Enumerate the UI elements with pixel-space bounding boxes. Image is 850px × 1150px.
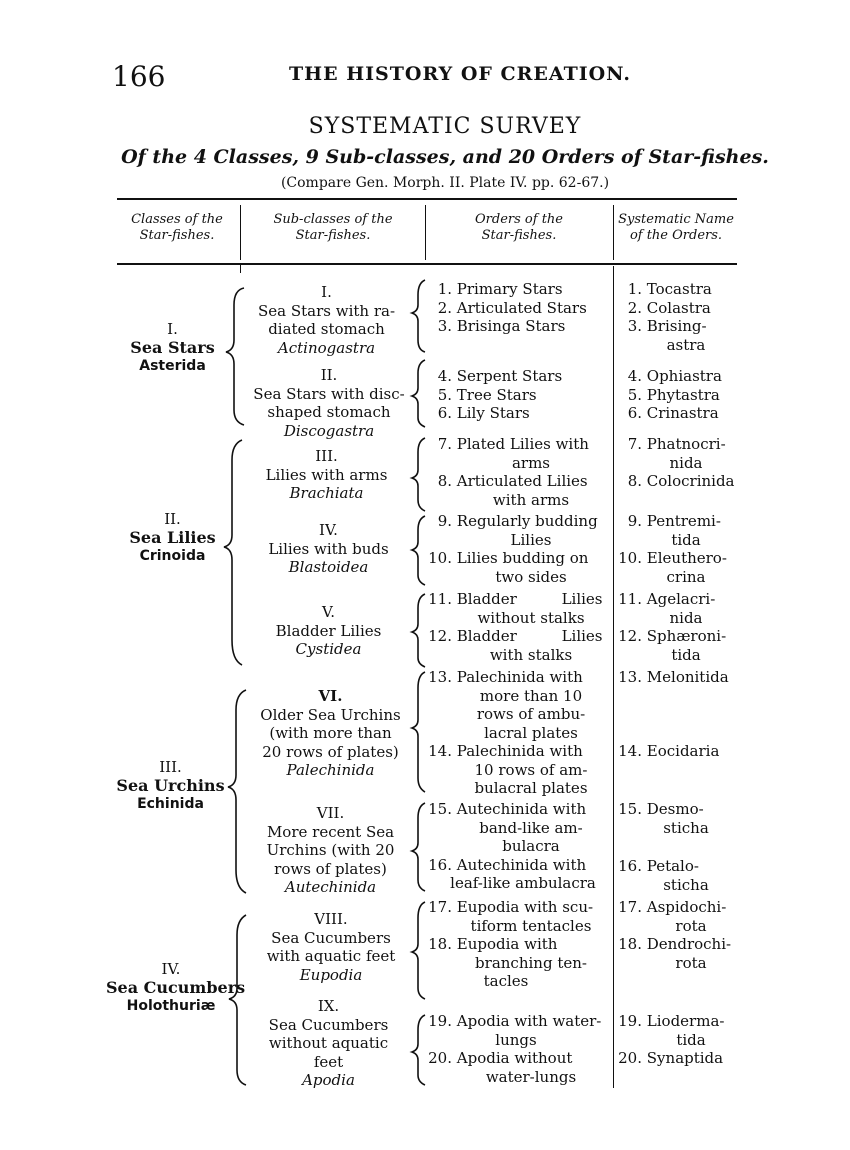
order-text: without stalks xyxy=(477,608,585,627)
order-text: Apodia with water- xyxy=(456,1012,602,1030)
class-name: Sea Cucumbers xyxy=(106,977,246,997)
systematic-name: Dendrochi- xyxy=(646,935,732,953)
systematic-name: Colocrinida xyxy=(646,472,735,490)
page-number: 166 xyxy=(112,60,166,93)
subclass-line: with aquatic feet xyxy=(266,947,396,965)
compare-note: (Compare Gen. Morph. II. Plate IV. pp. 62-67.) xyxy=(280,175,610,191)
systematic-name: Pentremi- xyxy=(646,512,721,530)
order-text: Bladder Lilies xyxy=(456,627,603,645)
order-text: Regularly budding xyxy=(456,512,598,530)
subclass-line: Sea Stars with disc- xyxy=(253,384,405,403)
class-name: Sea Urchins xyxy=(116,775,225,795)
order-number: 11. xyxy=(428,590,452,608)
systematic-name: Agelacri- xyxy=(646,590,716,608)
brace-class-2 xyxy=(224,440,242,665)
subclass-numeral: III. xyxy=(315,447,338,465)
class-latin: Echinida xyxy=(137,796,204,812)
subclass-line: shaped stomach xyxy=(267,403,391,421)
systematic-name: Sphæroni- xyxy=(646,627,727,645)
systematic-name: tida xyxy=(671,530,701,549)
order-number: 14. xyxy=(428,742,452,760)
order-text: Eupodia with xyxy=(456,935,558,953)
order-number: 4. xyxy=(437,367,452,385)
systematic-name: Lioderma- xyxy=(646,1012,725,1030)
class-numeral: II. xyxy=(164,510,181,528)
order-number: 2. xyxy=(437,298,452,317)
order-text: Serpent Stars xyxy=(456,367,563,385)
subclass-line: without aquatic xyxy=(268,1034,389,1052)
subclass-numeral: VII. xyxy=(316,804,345,822)
subclass-latin: Palechinida xyxy=(286,761,375,779)
class-numeral: I. xyxy=(167,320,178,338)
order-text: Primary Stars xyxy=(456,280,563,298)
systematic-number: 7. xyxy=(627,435,642,453)
subclass-latin: Cystidea xyxy=(295,640,362,658)
brace-order-5 xyxy=(412,594,425,667)
header-line: Classes of the xyxy=(131,212,223,227)
systematic-name: Desmo- xyxy=(646,800,704,818)
order-text: arms xyxy=(511,453,551,472)
order-text: Autechinida with xyxy=(456,855,587,874)
systematic-number: 8. xyxy=(627,472,642,490)
systematic-name: rota xyxy=(675,953,707,972)
page-title: SYSTEMATIC SURVEY xyxy=(308,114,582,139)
systematic-name: Melonitida xyxy=(646,668,729,686)
order-number: 19. xyxy=(428,1012,452,1030)
subclass-latin: Autechinida xyxy=(284,878,377,896)
order-text: Plated Lilies with xyxy=(456,435,589,453)
subclass-line: Bladder Lilies xyxy=(275,621,382,640)
brace-order-1 xyxy=(412,280,425,352)
order-text: Autechinida with xyxy=(456,800,587,818)
brace-class-1 xyxy=(226,288,244,425)
order-text: with arms xyxy=(492,490,570,509)
class-name: Sea Stars xyxy=(130,337,215,357)
systematic-name: Tocastra xyxy=(646,280,712,298)
subclass-latin: Discogastra xyxy=(283,421,375,440)
order-number: 6. xyxy=(437,404,452,422)
systematic-name: tida xyxy=(676,1030,706,1049)
order-number: 15. xyxy=(428,800,452,818)
subclass-line: feet xyxy=(313,1052,344,1071)
systematic-number: 9. xyxy=(627,512,642,530)
running-head: THE HISTORY OF CREATION. xyxy=(289,63,631,85)
systematic-name: Eocidaria xyxy=(646,742,720,760)
systematic-number: 2. xyxy=(627,298,642,317)
order-number: 12. xyxy=(428,627,452,645)
systematic-name: Petalo- xyxy=(646,857,699,875)
order-text: water-lungs xyxy=(485,1067,577,1086)
systematic-number: 14. xyxy=(618,742,642,760)
order-number: 8. xyxy=(437,472,452,490)
subclass-line: Older Sea Urchins xyxy=(260,705,401,724)
order-number: 16. xyxy=(428,855,452,874)
header-line: Orders of the xyxy=(475,212,563,227)
order-text: more than 10 xyxy=(479,686,583,705)
systematic-name: Synaptida xyxy=(646,1049,724,1067)
subclass-numeral: I. xyxy=(321,283,332,301)
subclass-latin: Actinogastra xyxy=(277,338,376,357)
systematic-number: 11. xyxy=(618,590,642,608)
systematic-name: Brising- xyxy=(646,317,707,335)
subclass-line: (with more than xyxy=(269,724,392,742)
order-text: Palechinida with xyxy=(456,668,583,686)
order-number: 17. xyxy=(428,898,452,916)
brace-order-9 xyxy=(412,1015,425,1085)
subclass-line: 20 rows of plates) xyxy=(262,742,399,761)
systematic-number: 18. xyxy=(618,935,642,953)
systematic-name: Phytastra xyxy=(646,385,720,404)
brace-order-2 xyxy=(412,360,425,427)
order-text: Lilies xyxy=(510,530,552,549)
order-text: rows of ambu- xyxy=(476,705,586,723)
order-number: 5. xyxy=(437,385,452,404)
subclass-line: rows of plates) xyxy=(274,859,387,878)
systematic-number: 4. xyxy=(627,367,642,385)
header-line: Star-fishes. xyxy=(139,228,215,243)
systematic-name: sticha xyxy=(663,875,709,894)
brace-order-3 xyxy=(412,438,425,511)
order-number: 18. xyxy=(428,935,452,953)
subclass-line: diated stomach xyxy=(268,320,385,338)
systematic-name: Colastra xyxy=(646,298,711,317)
systematic-name: Phatnocri- xyxy=(646,435,726,453)
order-text: bulacra xyxy=(502,837,560,855)
systematic-number: 6. xyxy=(627,404,642,422)
header-line: Star-fishes. xyxy=(481,228,557,243)
order-number: 10. xyxy=(428,549,452,567)
order-number: 20. xyxy=(428,1049,452,1067)
order-text: Articulated Stars xyxy=(456,298,587,317)
systematic-number: 17. xyxy=(618,898,642,916)
order-number: 1. xyxy=(437,280,452,298)
subclass-numeral: IX. xyxy=(317,997,340,1015)
class-name: Sea Lilies xyxy=(129,527,216,547)
class-latin: Holothuriæ xyxy=(126,998,216,1014)
systematic-number: 19. xyxy=(618,1012,642,1030)
subclass-latin: Eupodia xyxy=(299,965,363,984)
header-line: Star-fishes. xyxy=(295,228,371,243)
brace-class-3 xyxy=(228,690,246,893)
systematic-name: Crinastra xyxy=(646,404,719,422)
systematic-number: 13. xyxy=(618,668,642,686)
subclass-latin: Blastoidea xyxy=(288,558,369,576)
order-number: 3. xyxy=(437,317,452,335)
order-text: Lily Stars xyxy=(456,404,530,422)
subclass-numeral: V. xyxy=(322,603,335,621)
systematic-number: 16. xyxy=(618,857,642,875)
order-text: branching ten- xyxy=(475,953,587,972)
class-latin: Asterida xyxy=(139,358,206,374)
subclass-line: Lilies with arms xyxy=(265,465,388,484)
subclass-numeral: VIII. xyxy=(314,910,348,928)
subtitle: Of the 4 Classes, 9 Sub-classes, and 20 Orders of Star-fishes. xyxy=(121,146,769,168)
order-text: band-like am- xyxy=(479,818,583,837)
systematic-number: 15. xyxy=(618,800,642,818)
systematic-number: 3. xyxy=(627,317,642,335)
systematic-name: tida xyxy=(671,645,701,664)
order-text: lungs xyxy=(495,1030,537,1049)
systematic-number: 20. xyxy=(618,1049,642,1067)
order-text: 10 rows of am- xyxy=(474,760,588,779)
brace-class-4 xyxy=(229,915,246,1085)
subclass-line: Lilies with buds xyxy=(268,539,389,558)
order-text: two sides xyxy=(495,567,567,586)
order-text: Apodia without xyxy=(456,1049,573,1067)
systematic-name: Aspidochi- xyxy=(646,898,727,916)
order-text: tacles xyxy=(483,972,529,990)
header-line: Sub-classes of the xyxy=(273,212,393,227)
systematic-number: 10. xyxy=(618,549,642,567)
class-numeral: IV. xyxy=(161,960,181,978)
order-text: Tree Stars xyxy=(456,385,537,404)
header-line: Systematic Name xyxy=(618,212,734,227)
systematic-number: 12. xyxy=(618,627,642,645)
subclass-latin: Brachiata xyxy=(289,484,364,502)
systematic-number: 5. xyxy=(627,385,642,404)
order-number: 7. xyxy=(437,435,452,453)
subclass-line: Urchins (with 20 xyxy=(266,841,395,859)
subclass-line: Sea Cucumbers xyxy=(271,928,391,947)
systematic-name: nida xyxy=(669,608,703,627)
systematic-name: Ophiastra xyxy=(646,367,722,385)
order-text: lacral plates xyxy=(484,723,578,742)
systematic-number: 1. xyxy=(627,280,642,298)
brace-order-7 xyxy=(412,803,425,891)
brace-order-6 xyxy=(412,672,425,792)
order-text: Brisinga Stars xyxy=(456,317,566,335)
order-text: Bladder Lilies xyxy=(456,590,603,608)
subclass-line: Sea Cucumbers xyxy=(268,1015,389,1034)
systematic-name: crina xyxy=(666,567,706,586)
systematic-name: Eleuthero- xyxy=(646,549,727,567)
header-line: of the Orders. xyxy=(629,228,723,243)
order-text: tiform tentacles xyxy=(470,916,592,935)
order-text: Eupodia with scu- xyxy=(456,898,594,916)
subclass-numeral: IV. xyxy=(319,521,338,539)
systematic-name: nida xyxy=(669,453,703,472)
class-numeral: III. xyxy=(159,758,182,776)
systematic-name: sticha xyxy=(663,818,709,837)
subclass-numeral: VI. xyxy=(318,687,343,705)
brace-order-4 xyxy=(412,516,425,585)
class-latin: Crinoida xyxy=(139,548,206,564)
subclass-line: Sea Stars with ra- xyxy=(257,301,396,320)
subclass-latin: Apodia xyxy=(302,1071,355,1089)
brace-order-8 xyxy=(412,902,425,999)
order-number: 9. xyxy=(437,512,452,530)
systematic-name: rota xyxy=(675,916,707,935)
order-text: bulacral plates xyxy=(474,779,588,797)
subclass-line: More recent Sea xyxy=(266,822,395,841)
order-text: Lilies budding on xyxy=(456,549,589,567)
order-text: Articulated Lilies xyxy=(456,472,588,490)
order-text: with stalks xyxy=(489,645,573,664)
order-text: leaf-like ambulacra xyxy=(450,874,596,892)
subclass-numeral: II. xyxy=(320,366,338,384)
order-number: 13. xyxy=(428,668,452,686)
order-text: Palechinida with xyxy=(456,742,583,760)
systematic-name: astra xyxy=(666,335,706,354)
